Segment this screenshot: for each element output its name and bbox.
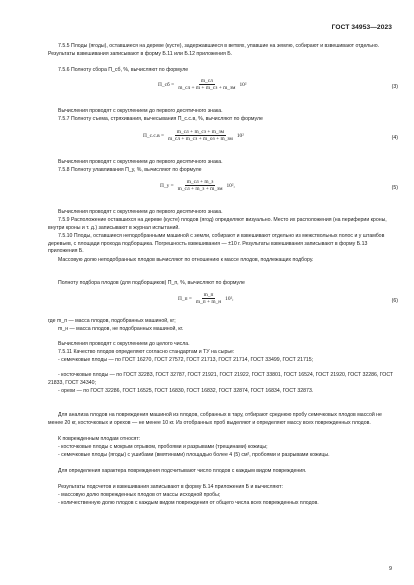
paragraph-7-5-7: 7.5.7 Полноту съема, стряхивания, вычесывания П_с.с.в, %, вычисляют по формуле	[58, 116, 263, 122]
where-line-1: где m_п — масса плодов, подобранных машиной, кг;	[48, 318, 176, 324]
list-pome-fruits: - семечковые плоды — по ГОСТ 16270, ГОСТ 27572, ГОСТ 21713, ГОСТ 21714, ГОСТ 33499, ГОСТ 21715;	[58, 357, 314, 363]
formula-6	[48, 292, 398, 314]
paragraph-rounding-1: Вычисления проводят с округлением до первого десятичного знака.	[58, 108, 223, 114]
paragraph-results: Результаты подсчетов и взвешивания записывают в форму Б.14 приложения Б и вычисляют:	[58, 484, 283, 490]
list-nuts: - орехи — по ГОСТ 32286, ГОСТ 16525, ГОСТ 16830, ГОСТ 16832, ГОСТ 32874, ГОСТ 16834, ГОСТ 32873.	[58, 388, 314, 394]
formula-6-denominator: m_п + m_н	[195, 299, 222, 305]
formula-5-lhs: П_у =	[160, 182, 174, 189]
paragraph-7-5-5: 7.5.5 Плоды (ягоды), оставшиеся на дереве (кусте), задержавшиеся в ветвях, упавшие на землю, собирают и взвешивают отдельно. Результаты взвешивания записывают в форму Б.11 или Б.12 приложения Б.	[48, 43, 380, 57]
standard-header: ГОСТ 34953—2023	[331, 24, 392, 31]
formula-6-tail: 10²,	[225, 295, 234, 302]
formula-4-numerator: m_сл + m_сз + m_зм	[176, 129, 225, 135]
list-damage-pome: - семечковые плоды (ягоды) с ушибами (вмятинами) площадью более 4 (5) см², пробоями и разрывами кожицы.	[58, 452, 330, 458]
paragraph-7-5-6: 7.5.6 Полноту сбора П_сб, %, вычисляют по формуле	[58, 67, 189, 73]
paragraph-rounding-3: Вычисления проводят с округлением до первого десятичного знака.	[58, 209, 223, 215]
list-stone-fruits: - косточковые плоды — по ГОСТ 32283, ГОСТ 32787, ГОСТ 21921, ГОСТ 21922, ГОСТ 33801, ГОСТ 16524, ГОСТ 21920, ГОСТ 32286, ГОСТ 21833, ГОСТ 34340;	[48, 372, 394, 386]
paragraph-pickup-completeness: Полноту подбора плодов (для подборщиков) П_п, %, вычисляют по формуле	[58, 280, 245, 286]
list-damage-stone: - косточковые плоды с мокрым отрывом, пробоями и разрывами (трещинами) кожицы;	[58, 444, 268, 450]
formula-3-numerator: m_сл	[200, 78, 213, 84]
paragraph-damage-analysis: Для анализа плодов на повреждения машиной из плодов, собранных в тару, отбирают среднюю пробу семечковых плодов массой не менее 20 кг, косточковых и орехов — не менее 10 кг. Из отобранных проб выделяют и определяют массу всех поврежденных плодов.	[48, 412, 382, 426]
formula-5-fraction	[176, 179, 225, 192]
formula-4	[48, 129, 398, 151]
paragraph-rounding-2: Вычисления проводят с округлением до первого десятичного знака.	[58, 159, 223, 165]
formula-3	[48, 78, 398, 100]
formula-6-fraction	[194, 292, 223, 305]
formula-5-tail: 10²,	[226, 182, 235, 189]
list-mass-share: - массовую долю поврежденных плодов от массы исходной пробы;	[58, 492, 221, 498]
formula-3-denominator: m_сл + m + m_сз + m_зм	[178, 85, 236, 91]
page-number: 9	[389, 566, 392, 572]
formula-3-fraction	[176, 78, 237, 91]
paragraph-rounding-4: Вычисления проводят с округлением до целого числа.	[58, 341, 190, 347]
paragraph-7-5-10: 7.5.10 Плоды, оставшиеся неподобранными машиной с земли, собирают и взвешивают отдельно из межствольных полос и у штамбов деревьев, с площади прохода подборщика. Погрешность взвешивания — ±10 г. Результаты взвешивания записывают в форму Б.13 приложения Б.	[48, 233, 385, 255]
formula-5-numerator: m_сл + m_з	[186, 179, 214, 185]
paragraph-7-5-9: 7.5.9 Расположение оставшихся на дереве (кусте) плодов (ягод) определяют визуально. Место их расположения (на периферии кроны, внутри кроны и т. д.) записывают в журнал испытаний.	[48, 217, 387, 231]
formula-6-number: (6)	[391, 298, 398, 304]
paragraph-damaged-fruits: К поврежденным плодам относят:	[58, 436, 141, 442]
formula-4-denominator: m_сл + m_сз + m_оз + m_зм	[168, 136, 233, 142]
formula-5	[48, 179, 398, 201]
formula-3-number: (3)	[391, 84, 398, 90]
paragraph-damage-character: Для определения характера повреждения подсчитывают число плодов с каждым видом повреждения.	[58, 468, 307, 474]
formula-6-numerator: m_п	[203, 292, 214, 298]
formula-4-tail: 10²	[236, 132, 244, 139]
formula-5-number: (5)	[391, 185, 398, 191]
paragraph-7-5-8: 7.5.8 Полноту улавливания П_у, %, вычисляют по формуле	[58, 167, 202, 173]
formula-6-lhs: П_п =	[178, 295, 192, 302]
formula-4-lhs: П_с.с.в =	[143, 132, 165, 139]
paragraph-7-5-11: 7.5.11 Качество плодов определяют согласно стандартам и ТУ на сырье:	[58, 349, 235, 355]
paragraph-mass-share: Массовую долю неподобранных плодов вычисляют по отношению к массе плодов, подлежащих подбору.	[58, 257, 314, 263]
formula-3-tail: 10²	[239, 81, 247, 88]
formula-5-denominator: m_сл + m_з + m_зм	[177, 186, 223, 192]
formula-4-number: (4)	[391, 135, 398, 141]
where-line-2: m_н — масса плодов, не подобранных машиной, кг.	[58, 326, 184, 332]
list-count-share: - количественную долю плодов с каждым видом повреждения от общего числа всех поврежденных плодов.	[58, 500, 319, 506]
formula-3-lhs: П_сб =	[158, 81, 175, 88]
formula-4-fraction	[166, 129, 235, 142]
